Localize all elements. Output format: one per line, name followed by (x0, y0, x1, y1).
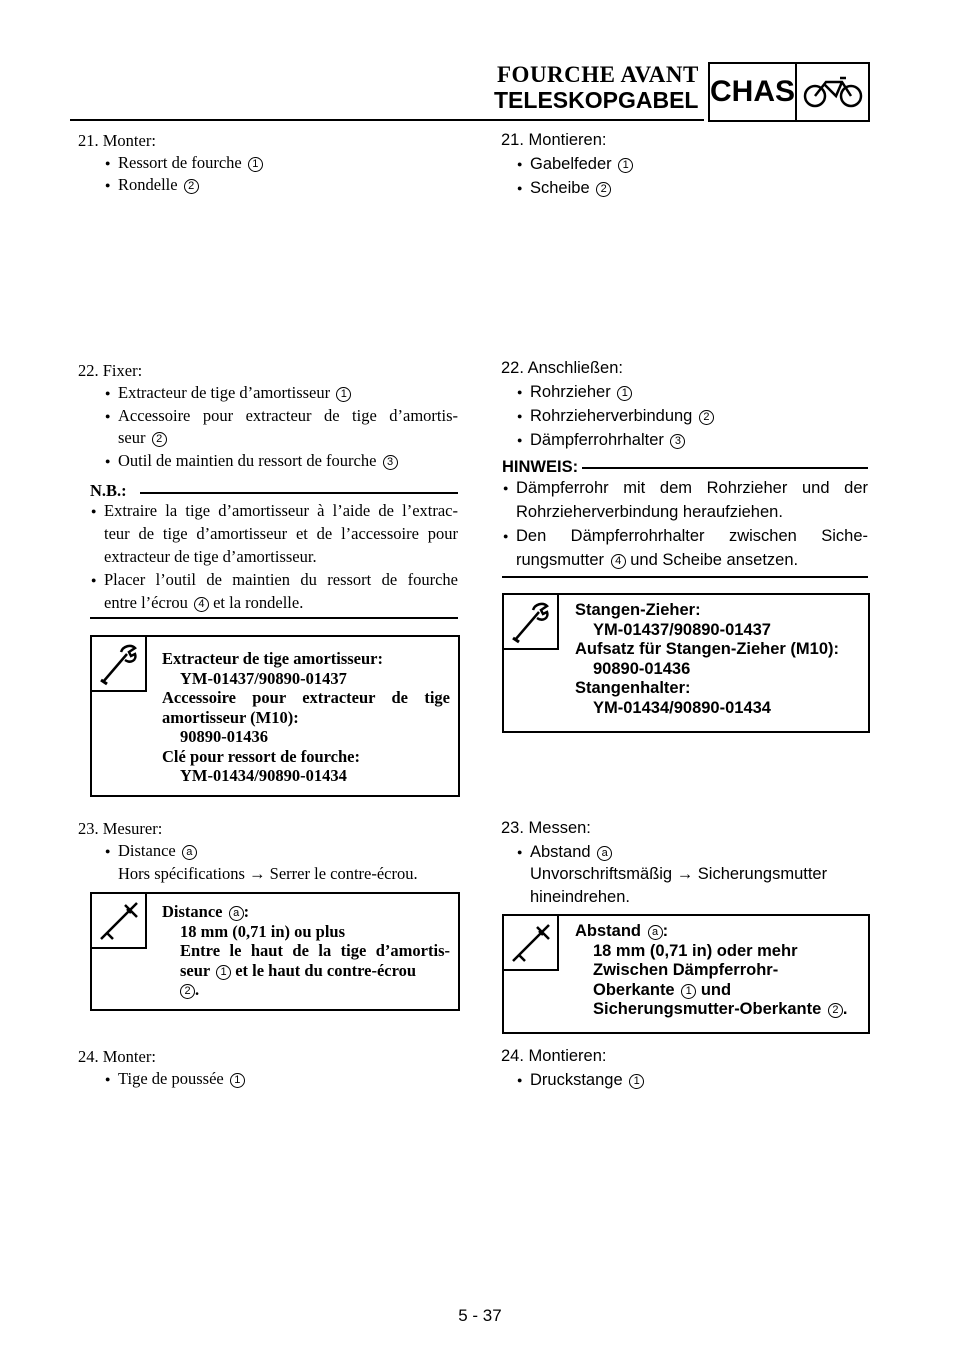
ref-marker: 2 (596, 182, 611, 197)
fr-spec-text: seur (180, 960, 210, 980)
de-step-22-item-2 (530, 404, 714, 428)
fr-note-rule-bottom (90, 617, 458, 619)
ref-marker: 1 (230, 1073, 245, 1088)
de-item-text: Dämpferrohrhalter (530, 431, 664, 449)
de-tools-list (575, 601, 865, 718)
ref-marker: 2 (180, 984, 195, 999)
fr-tool-1: Extracteur de tige amortisseur: (162, 649, 384, 668)
de-spec-box (502, 914, 870, 1034)
de-note-2-cont (516, 548, 798, 572)
de-note-rule-bottom (502, 576, 868, 578)
fr-note-1-cont2: extracteur de tige d’amortisseur. (104, 547, 317, 566)
de-step-24-title: 24. Montieren: (501, 1047, 607, 1065)
ref-marker: a (597, 846, 612, 861)
de-spec-text: Sicherungsmutter-Oberkante (593, 1000, 822, 1018)
ref-marker: 2 (699, 410, 714, 425)
fr-step-24-item (118, 1068, 245, 1090)
fr-spec-desc: Entre le haut de la tige d’amortis- (180, 941, 450, 960)
fr-spec-value: 18 mm (0,71 in) ou plus (180, 921, 346, 941)
page-number: 5 - 37 (458, 1306, 502, 1325)
de-item-text: Rohrzieherverbindung (530, 407, 693, 425)
fr-item-text: Accessoire pour extracteur de tige d’amortis- (118, 406, 458, 425)
special-tool-icon (504, 595, 559, 650)
de-note-2 (516, 524, 868, 548)
de-spec-label-text: Abstand (575, 922, 641, 940)
de-tool-1: Stangen-Zieher: (575, 601, 701, 619)
de-item-text: Rohrzieher (530, 383, 611, 401)
header-rule (70, 119, 704, 121)
ref-marker: 1 (681, 984, 696, 999)
ref-marker: 3 (670, 434, 685, 449)
de-spec-value: 18 mm (0,71 in) oder mehr (593, 941, 798, 960)
de-note-text: und Scheibe ansetzen. (630, 551, 799, 569)
fr-note-text: entre l’écrou (104, 593, 188, 612)
de-step-23-item (530, 840, 612, 864)
fr-note-rule-top (140, 492, 458, 494)
ref-marker: 2 (828, 1003, 843, 1018)
fr-note-text: Placer l’outil de maintien du ressort de fourche (104, 570, 458, 589)
ref-marker: 1 (617, 386, 632, 401)
de-step-22-item-1 (530, 380, 632, 404)
de-spec-label: Abstand a : (575, 922, 669, 940)
ref-marker: 4 (611, 554, 626, 569)
de-note-text: rungsmutter (516, 551, 605, 569)
fr-note-1-cont: teur de tige d’amortisseur et de l’accessoire pour (104, 524, 458, 543)
de-step-21-title: 21. Montieren: (501, 131, 607, 149)
section-label: CHAS (710, 64, 797, 120)
caliper-icon (504, 916, 559, 971)
fr-item-text: Extracteur de tige d’amortisseur (118, 383, 331, 402)
de-spec-desc-3: Sicherungsmutter-Oberkante 2 . (593, 1000, 848, 1018)
fr-tool-2: Accessoire pour extracteur de tige (162, 688, 450, 707)
fr-item-text: Outil de maintien du ressort de fourche (118, 451, 377, 470)
special-tool-icon (92, 637, 147, 692)
ref-marker: 3 (383, 455, 398, 470)
ref-marker: a (648, 925, 663, 940)
de-step-21-item-1 (530, 152, 633, 176)
de-step-21-item-2 (530, 176, 611, 200)
de-note-text: Den Dämpferrohrhalter zwischen Siche- (516, 527, 868, 545)
ref-marker: a (229, 906, 244, 921)
fr-step-22-item-2 (118, 405, 458, 427)
de-note-text: Dämpferrohr mit dem Rohrzieher und der (516, 479, 868, 497)
de-item-text: Abstand (530, 843, 591, 861)
ref-marker: a (182, 845, 197, 860)
de-spec-text: und (700, 980, 732, 999)
fr-step-21-item-2 (118, 174, 199, 196)
fr-spec-label-text: Distance (162, 902, 223, 921)
ref-marker: 1 (336, 387, 351, 402)
fr-spec-text (162, 902, 450, 1000)
header-title-de: TELESKOPGABEL (494, 87, 699, 113)
de-note-1 (516, 476, 868, 500)
fr-tool-2-pn: 90890-01436 (180, 727, 268, 746)
fr-item-text: Distance (118, 841, 176, 860)
de-tool-2: Aufsatz für Stangen-Zieher (M10): (575, 640, 840, 658)
de-note-rule-top (582, 467, 868, 469)
ref-marker: 4 (194, 597, 209, 612)
de-tools-box (502, 593, 870, 733)
fr-item-text: Rondelle (118, 175, 178, 194)
fr-tools-box (90, 635, 460, 797)
fr-note-text: et la rondelle. (213, 593, 304, 612)
fr-tools-list (162, 649, 450, 786)
de-spec-text (575, 922, 865, 1020)
fr-note-2 (104, 569, 458, 591)
de-note-label: HINWEIS: (502, 458, 579, 476)
ref-marker: 1 (248, 157, 263, 172)
ref-marker: 1 (629, 1074, 644, 1089)
de-spec-desc-2 (575, 981, 865, 1001)
fr-item-text: Tige de poussée (118, 1069, 224, 1088)
fr-step-22-item-3 (118, 450, 398, 472)
fr-step-21-title: 21. Monter: (78, 131, 156, 150)
ref-marker: 2 (184, 179, 199, 194)
de-tool-3: Stangenhalter: (575, 679, 691, 697)
fr-step-22-item-2-cont (118, 427, 167, 449)
ref-marker: 1 (216, 965, 231, 980)
fr-tool-2-cont: amortisseur (M10): (162, 707, 299, 727)
de-item-text: Scheibe (530, 179, 590, 197)
de-step-22-item-3 (530, 428, 685, 452)
fr-step-23-title: 23. Mesurer: (78, 819, 163, 838)
fr-step-23-line: Hors spécifications → Serrer le contre-écrou. (118, 864, 418, 883)
section-tab (708, 62, 870, 122)
fr-note-1 (104, 500, 458, 522)
fr-step-21-item-1 (118, 152, 263, 174)
fr-step-22-title: 22. Fixer: (78, 361, 143, 380)
de-spec-desc: Zwischen Dämpferrohr- (593, 961, 779, 979)
de-item-text: Gabelfeder (530, 155, 612, 173)
fr-note-2-cont (104, 592, 303, 614)
de-step-23-line-2: hineindrehen. (530, 888, 630, 906)
de-tool-3-pn: YM-01434/90890-01434 (593, 698, 771, 717)
de-spec-text: Oberkante (593, 980, 675, 999)
fr-note-label: N.B.: (90, 481, 127, 500)
fr-tool-1-pn: YM-01437/90890-01437 (180, 668, 347, 688)
fr-note-text: Extraire la tige d’amortisseur à l’aide de l’extrac- (104, 501, 458, 520)
fr-spec-text: et le haut du contre-écrou (235, 960, 417, 980)
de-step-22-title: 22. Anschließen: (501, 359, 623, 377)
ref-marker: 2 (152, 432, 167, 447)
fr-tool-3: Clé pour ressort de fourche: (162, 746, 360, 766)
fr-item-text: seur (118, 428, 146, 447)
de-step-23-line-1: Unvorschriftsmäßig → Sicherungsmutter (530, 865, 828, 883)
fr-spec-box (90, 892, 460, 1011)
motorcycle-icon (797, 64, 868, 120)
header-title-fr: FOURCHE AVANT (497, 62, 699, 87)
fr-step-22-item-1 (118, 382, 351, 404)
de-tool-2-pn: 90890-01436 (593, 659, 691, 678)
fr-spec-label: Distance a : (162, 902, 250, 921)
fr-tool-3-pn: YM-01434/90890-01434 (180, 766, 347, 785)
de-item-text: Druckstange (530, 1071, 623, 1089)
fr-step-23-item (118, 840, 197, 862)
fr-step-24-title: 24. Monter: (78, 1047, 156, 1066)
de-tool-1-pn: YM-01437/90890-01437 (593, 620, 771, 639)
fr-spec-desc-end: 2 . (162, 980, 450, 1000)
de-step-24-item (530, 1068, 644, 1092)
caliper-icon (92, 894, 147, 949)
fr-item-text: Ressort de fourche (118, 153, 242, 172)
fr-spec-desc-cont (162, 961, 450, 981)
ref-marker: 1 (618, 158, 633, 173)
de-step-23-title: 23. Messen: (501, 819, 591, 837)
de-note-1-cont: Rohrzieherverbindung heraufziehen. (516, 503, 783, 521)
